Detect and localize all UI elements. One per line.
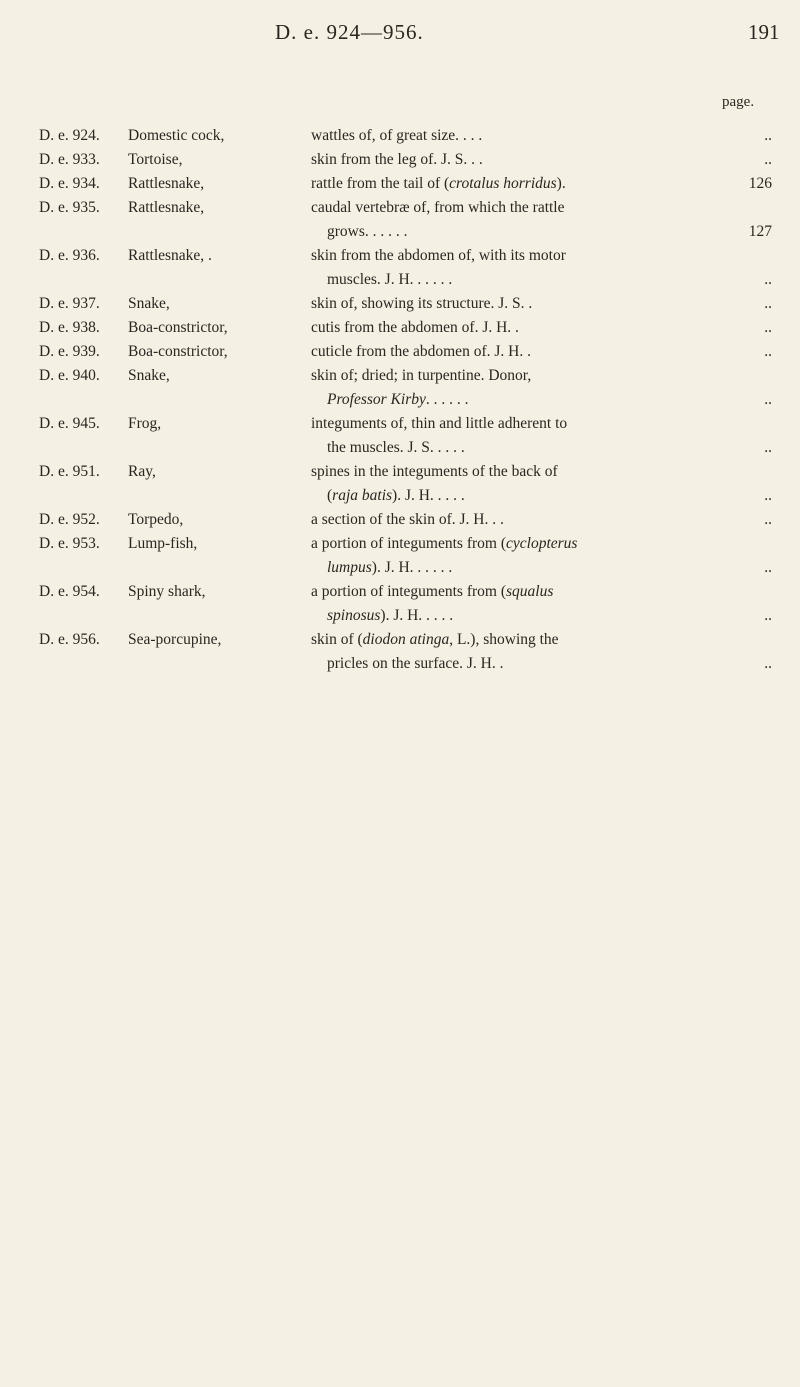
description-line: Professor Kirby. . . . . . [327, 391, 469, 408]
catalogue-entry [0, 364, 800, 412]
specimen-description [311, 148, 666, 172]
description-line: skin of; dried; in turpentine. Donor, [311, 367, 532, 384]
catalogue-number: D. e. 938. [39, 319, 100, 336]
catalogue-number: D. e. 939. [39, 343, 100, 360]
specimen-description [311, 508, 666, 532]
catalogue-number: D. e. 952. [39, 511, 100, 528]
description-line: rattle from the tail of (crotalus horridus). [311, 175, 566, 192]
page-reference: .. [764, 655, 772, 672]
description-line: skin from the abdomen of, with its motor [311, 247, 566, 264]
specimen-subject: Torpedo, [128, 511, 184, 528]
catalogue-entry [0, 532, 800, 580]
catalogue-number: D. e. 945. [39, 415, 100, 432]
specimen-subject: Sea-porcupine, [128, 631, 222, 648]
description-line: a portion of integuments from (cyclopterus [311, 535, 578, 552]
catalogue-entry [0, 244, 800, 292]
description-line: skin of, showing its structure. J. S. . [311, 295, 533, 312]
catalogue-number: D. e. 933. [39, 151, 100, 168]
specimen-subject: Rattlesnake, . [128, 247, 212, 264]
catalogue-entry [0, 172, 800, 196]
description-line: skin from the leg of. J. S. . . [311, 151, 483, 168]
page-reference: .. [764, 343, 772, 360]
catalogue-entry [0, 412, 800, 460]
description-line: (raja batis). J. H. . . . . [327, 487, 465, 504]
specimen-subject: Rattlesnake, [128, 199, 205, 216]
catalogue-number: D. e. 940. [39, 367, 100, 384]
specimen-description [311, 412, 666, 460]
specimen-description [311, 532, 666, 580]
description-line: integuments of, thin and little adherent to [311, 415, 568, 432]
specimen-description [311, 364, 666, 412]
catalogue-entry [0, 628, 800, 676]
catalogue-entry [0, 340, 800, 364]
specimen-subject: Snake, [128, 367, 170, 384]
description-line: a section of the skin of. J. H. . . [311, 511, 504, 528]
page-reference: .. [764, 439, 772, 456]
specimen-description [311, 292, 666, 316]
description-line: muscles. J. H. . . . . . [327, 271, 453, 288]
catalogue-entry [0, 580, 800, 628]
specimen-subject: Lump-fish, [128, 535, 198, 552]
catalogue-number: D. e. 924. [39, 127, 100, 144]
specimen-subject: Boa-constrictor, [128, 319, 228, 336]
catalogue-number: D. e. 937. [39, 295, 100, 312]
description-line: lumpus). J. H. . . . . . [327, 559, 453, 576]
running-head [0, 20, 800, 52]
specimen-subject: Frog, [128, 415, 162, 432]
page-reference: .. [764, 487, 772, 504]
page-reference: .. [764, 511, 772, 528]
specimen-subject: Tortoise, [128, 151, 183, 168]
description-line: a portion of integuments from (squalus [311, 583, 554, 600]
specimen-description [311, 460, 666, 508]
catalogue-number: D. e. 956. [39, 631, 100, 648]
catalogue-entry [0, 508, 800, 532]
page-reference: .. [764, 319, 772, 336]
page-reference: 127 [748, 223, 772, 240]
description-line: spines in the integuments of the back of [311, 463, 558, 480]
specimen-description [311, 316, 666, 340]
description-line: cuticle from the abdomen of. J. H. . [311, 343, 531, 360]
specimen-description [311, 172, 666, 196]
catalogue-entry [0, 148, 800, 172]
page-reference: .. [764, 295, 772, 312]
running-head-title: D. e. 924—956. [275, 20, 424, 44]
page-reference: .. [764, 127, 772, 144]
catalogue-entry [0, 460, 800, 508]
catalogue-entry [0, 196, 800, 244]
catalogue-number: D. e. 934. [39, 175, 100, 192]
description-line: wattles of, of great size. . . . [311, 127, 483, 144]
specimen-description [311, 340, 666, 364]
catalogue-entry [0, 292, 800, 316]
page-number: 191 [748, 20, 780, 44]
specimen-subject: Domestic cock, [128, 127, 225, 144]
page-reference: .. [764, 151, 772, 168]
page-reference: .. [764, 607, 772, 624]
specimen-description [311, 196, 666, 244]
specimen-description [311, 580, 666, 628]
description-line: spinosus). J. H. . . . . [327, 607, 454, 624]
catalogue-number: D. e. 953. [39, 535, 100, 552]
description-line: grows. . . . . . [327, 223, 408, 240]
description-line: pricles on the surface. J. H. . [327, 655, 504, 672]
specimen-description [311, 628, 666, 676]
catalogue-entries [0, 124, 800, 676]
catalogue-entry [0, 316, 800, 340]
catalogue-entry [0, 124, 800, 148]
description-line: the muscles. J. S. . . . . [327, 439, 465, 456]
specimen-subject: Spiny shark, [128, 583, 206, 600]
catalogue-number: D. e. 951. [39, 463, 100, 480]
specimen-description [311, 244, 666, 292]
page-reference: .. [764, 391, 772, 408]
description-line: skin of (diodon atinga, L.), showing the [311, 631, 559, 648]
page-reference: .. [764, 271, 772, 288]
page-reference: 126 [748, 175, 772, 192]
specimen-subject: Ray, [128, 463, 156, 480]
page-column-label: page. [722, 94, 755, 110]
page-reference: .. [764, 559, 772, 576]
description-line: caudal vertebræ of, from which the rattle [311, 199, 565, 216]
specimen-subject: Boa-constrictor, [128, 343, 228, 360]
specimen-description [311, 124, 666, 148]
catalogue-number: D. e. 954. [39, 583, 100, 600]
specimen-subject: Rattlesnake, [128, 175, 205, 192]
catalogue-number: D. e. 935. [39, 199, 100, 216]
specimen-subject: Snake, [128, 295, 170, 312]
description-line: cutis from the abdomen of. J. H. . [311, 319, 519, 336]
catalogue-number: D. e. 936. [39, 247, 100, 264]
